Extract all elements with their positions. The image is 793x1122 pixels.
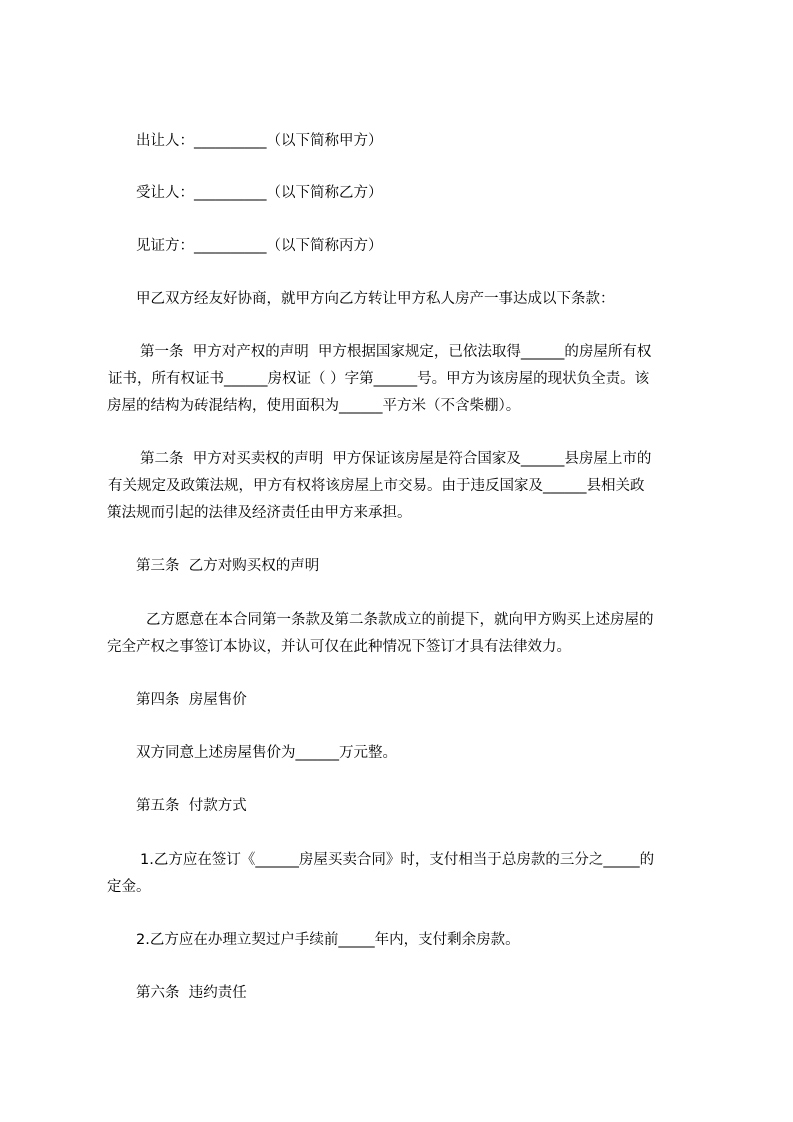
article5-item1-line2: 定金。 <box>107 879 151 895</box>
article2-line1: 第二条 甲方对买卖权的声明 甲方保证该房屋是符合国家及______县房屋上市的 <box>140 451 652 467</box>
article3-line1: 乙方愿意在本合同第一条款及第二条款成立的前提下，就向甲方购买上述房屋的 <box>146 612 654 628</box>
article3-heading: 第三条 乙方对购买权的声明 <box>136 558 320 574</box>
article1-line3: 房屋的结构为砖混结构，使用面积为______平方米（不含柴棚）。 <box>107 398 521 414</box>
article2-line3: 策法规而引起的法律及经济责任由甲方来承担。 <box>107 505 412 521</box>
transferee-line: 受让人：__________（以下简称乙方） <box>136 185 383 201</box>
article4-text: 双方同意上述房屋售价为______万元整。 <box>136 745 397 761</box>
article2-line2: 有关规定及政策法规，甲方有权将该房屋上市交易。由于违反国家及______县相关政 <box>108 478 645 494</box>
article5-item1-line1: 1.乙方应在签订《______房屋买卖合同》时，支付相当于总房款的三分之_____的 <box>140 852 655 868</box>
witness-line: 见证方：__________（以下简称丙方） <box>136 238 383 254</box>
article6-heading: 第六条 违约责任 <box>136 985 247 1001</box>
article4-heading: 第四条 房屋售价 <box>136 692 247 708</box>
article5-item2: 2.乙方应在办理立契过户手续前_____年内，支付剩余房款。 <box>136 932 520 948</box>
article3-line2: 完全产权之事签订本协议，并认可仅在此种情况下签订才具有法律效力。 <box>107 639 571 655</box>
article5-heading: 第五条 付款方式 <box>136 798 247 814</box>
article1-line1: 第一条 甲方对产权的声明 甲方根据国家规定，已依法取得______的房屋所有权 <box>140 344 652 360</box>
transferor-line: 出让人：__________（以下简称甲方） <box>136 133 383 149</box>
article1-line2: 证书，所有权证书______房权证（ ）字第______号。甲方为该房屋的现状负全责。该 <box>108 371 650 387</box>
intro-paragraph: 甲乙双方经友好协商，就甲方向乙方转让甲方私人房产一事达成以下条款： <box>136 291 615 307</box>
